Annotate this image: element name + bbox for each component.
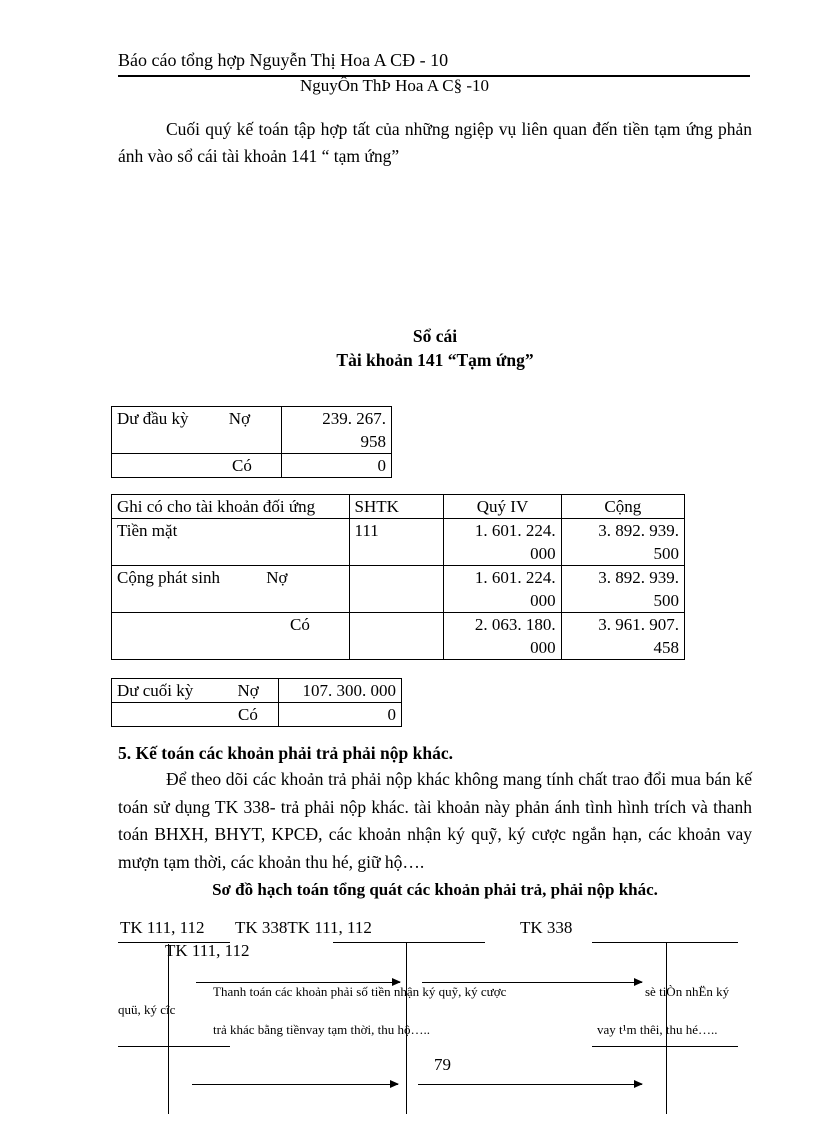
closing-label: Dư cuối kỳ	[117, 681, 194, 700]
account-label-c: TK 338	[520, 918, 573, 937]
intro-paragraph: Cuối quý kế toán tập hợp tất của những ngiệp vụ liên quan đến tiền tạm ứng phản ánh vào sổ cái tài khoản 141 “ tạm ứng”	[118, 119, 752, 166]
ledger-subtitle: Tài khoản 141 “Tạm ứng”	[336, 350, 534, 370]
opening-debit-value-1: 239. 267.	[322, 409, 386, 428]
flow-arrow	[192, 1084, 398, 1085]
col-header-total: Cộng	[561, 495, 684, 519]
row-total-line1: 3. 892. 939.	[598, 521, 679, 540]
header-title: Báo cáo tổng hợp Nguyễn Thị Hoa A CĐ - 10	[118, 50, 449, 70]
account-label-d: TK 111, 112	[165, 941, 250, 960]
t-account-line	[118, 1046, 230, 1047]
row-shtk	[349, 613, 444, 660]
closing-credit-label: Có	[112, 703, 279, 727]
row-total	[561, 613, 684, 660]
opening-label-cell	[112, 407, 282, 454]
account-label-a: TK 111, 112	[120, 918, 205, 937]
flow-arrow	[196, 982, 400, 983]
diagram-text-4: trả khác bằng tiềnvay tạm thời, thu hộ…..	[213, 1022, 430, 1037]
page-number: 79	[434, 1055, 451, 1074]
opening-balance-table	[111, 406, 392, 478]
row-total-line1: 3. 892. 939.	[598, 568, 679, 587]
row-total-line1: 3. 961. 907.	[598, 615, 679, 634]
row-quarter	[444, 519, 561, 566]
t-account-line	[333, 942, 485, 943]
col-header-quarter: Quý IV	[444, 495, 561, 519]
opening-debit-label: Nợ	[228, 409, 251, 428]
row-total	[561, 519, 684, 566]
closing-debit-value: 107. 300. 000	[279, 679, 402, 703]
closing-balance-table	[111, 678, 402, 727]
row-quarter-line1: 2. 063. 180.	[474, 615, 556, 634]
closing-credit-value: 0	[279, 703, 402, 727]
t-account-line	[592, 1046, 738, 1047]
row-total-line2: 500	[653, 544, 679, 563]
header-subtitle: NguyÔn ThÞ Hoa A C§ -10	[300, 76, 490, 95]
col-header-account: Ghi có cho tài khoản đối ứng	[112, 495, 350, 519]
row-quarter-line2: 000	[530, 544, 556, 563]
diagram-text-1: Thanh toán các khoản phải số tiền nhận ký quỹ, ký cược	[213, 984, 507, 999]
diagram-text-2: sè tiÒn nhËn ký	[645, 984, 730, 999]
diagram-text-3: quü, ký cîc	[118, 1002, 176, 1017]
row-label-text: Cộng phát sinh	[117, 568, 220, 587]
row-label: Tiền mặt	[112, 519, 350, 566]
diagram-text-5: vay t¹m thêi, thu hé…..	[597, 1022, 718, 1037]
row-label	[112, 566, 350, 613]
row-quarter-line1: 1. 601. 224.	[474, 568, 556, 587]
row-quarter-line2: 000	[530, 591, 556, 610]
col-header-shtk: SHTK	[349, 495, 444, 519]
row-quarter-line1: 1. 601. 224.	[474, 521, 556, 540]
opening-debit-value-2: 958	[360, 432, 386, 451]
opening-label: Dư đầu kỳ	[117, 409, 189, 428]
ledger-title: Sổ cái	[412, 326, 458, 346]
opening-credit-value: 0	[282, 454, 392, 478]
t-account-line	[592, 942, 738, 943]
diagram-title: Sơ đồ hạch toán tổng quát các khoản phải trả, phải nộp khác.	[212, 880, 658, 899]
table-row	[112, 613, 685, 660]
row-total	[561, 566, 684, 613]
account-label-b: TK 338TK 111, 112	[235, 918, 372, 937]
closing-debit-label: Nợ	[237, 681, 259, 700]
row-sub-label: Có	[112, 613, 350, 660]
row-quarter-line2: 000	[530, 638, 556, 657]
table-row	[112, 519, 685, 566]
section-paragraph: Để theo dõi các khoản trả phải nộp khác không mang tính chất trao đổi mua bán kế toán sử dụng TK 338- trả phải nộp khác. tài khoản này phản ánh tình hình trích và thanh toán BHXH, BHYT, KPCĐ, các khoản nhận ký quỹ, ký cược ngắn hạn, các khoản vay mượn tạm thời, các khoản thu hé, giữ hộ….	[118, 769, 752, 872]
table-row	[112, 566, 685, 613]
row-sub-label: Nợ	[266, 568, 288, 587]
flow-arrow	[418, 1084, 642, 1085]
row-total-line2: 458	[653, 638, 679, 657]
row-shtk: 111	[349, 519, 444, 566]
opening-debit-cell	[282, 407, 392, 454]
opening-credit-label: Có	[112, 454, 282, 478]
row-quarter	[444, 613, 561, 660]
t-account-vertical	[168, 944, 169, 1114]
ledger-table	[111, 494, 685, 660]
row-total-line2: 500	[653, 591, 679, 610]
row-shtk	[349, 566, 444, 613]
row-quarter	[444, 566, 561, 613]
section-heading: 5. Kế toán các khoản phải trả phải nộp khác.	[118, 743, 453, 763]
closing-label-cell	[112, 679, 279, 703]
t-account-line	[118, 942, 230, 943]
flow-arrow	[422, 982, 642, 983]
